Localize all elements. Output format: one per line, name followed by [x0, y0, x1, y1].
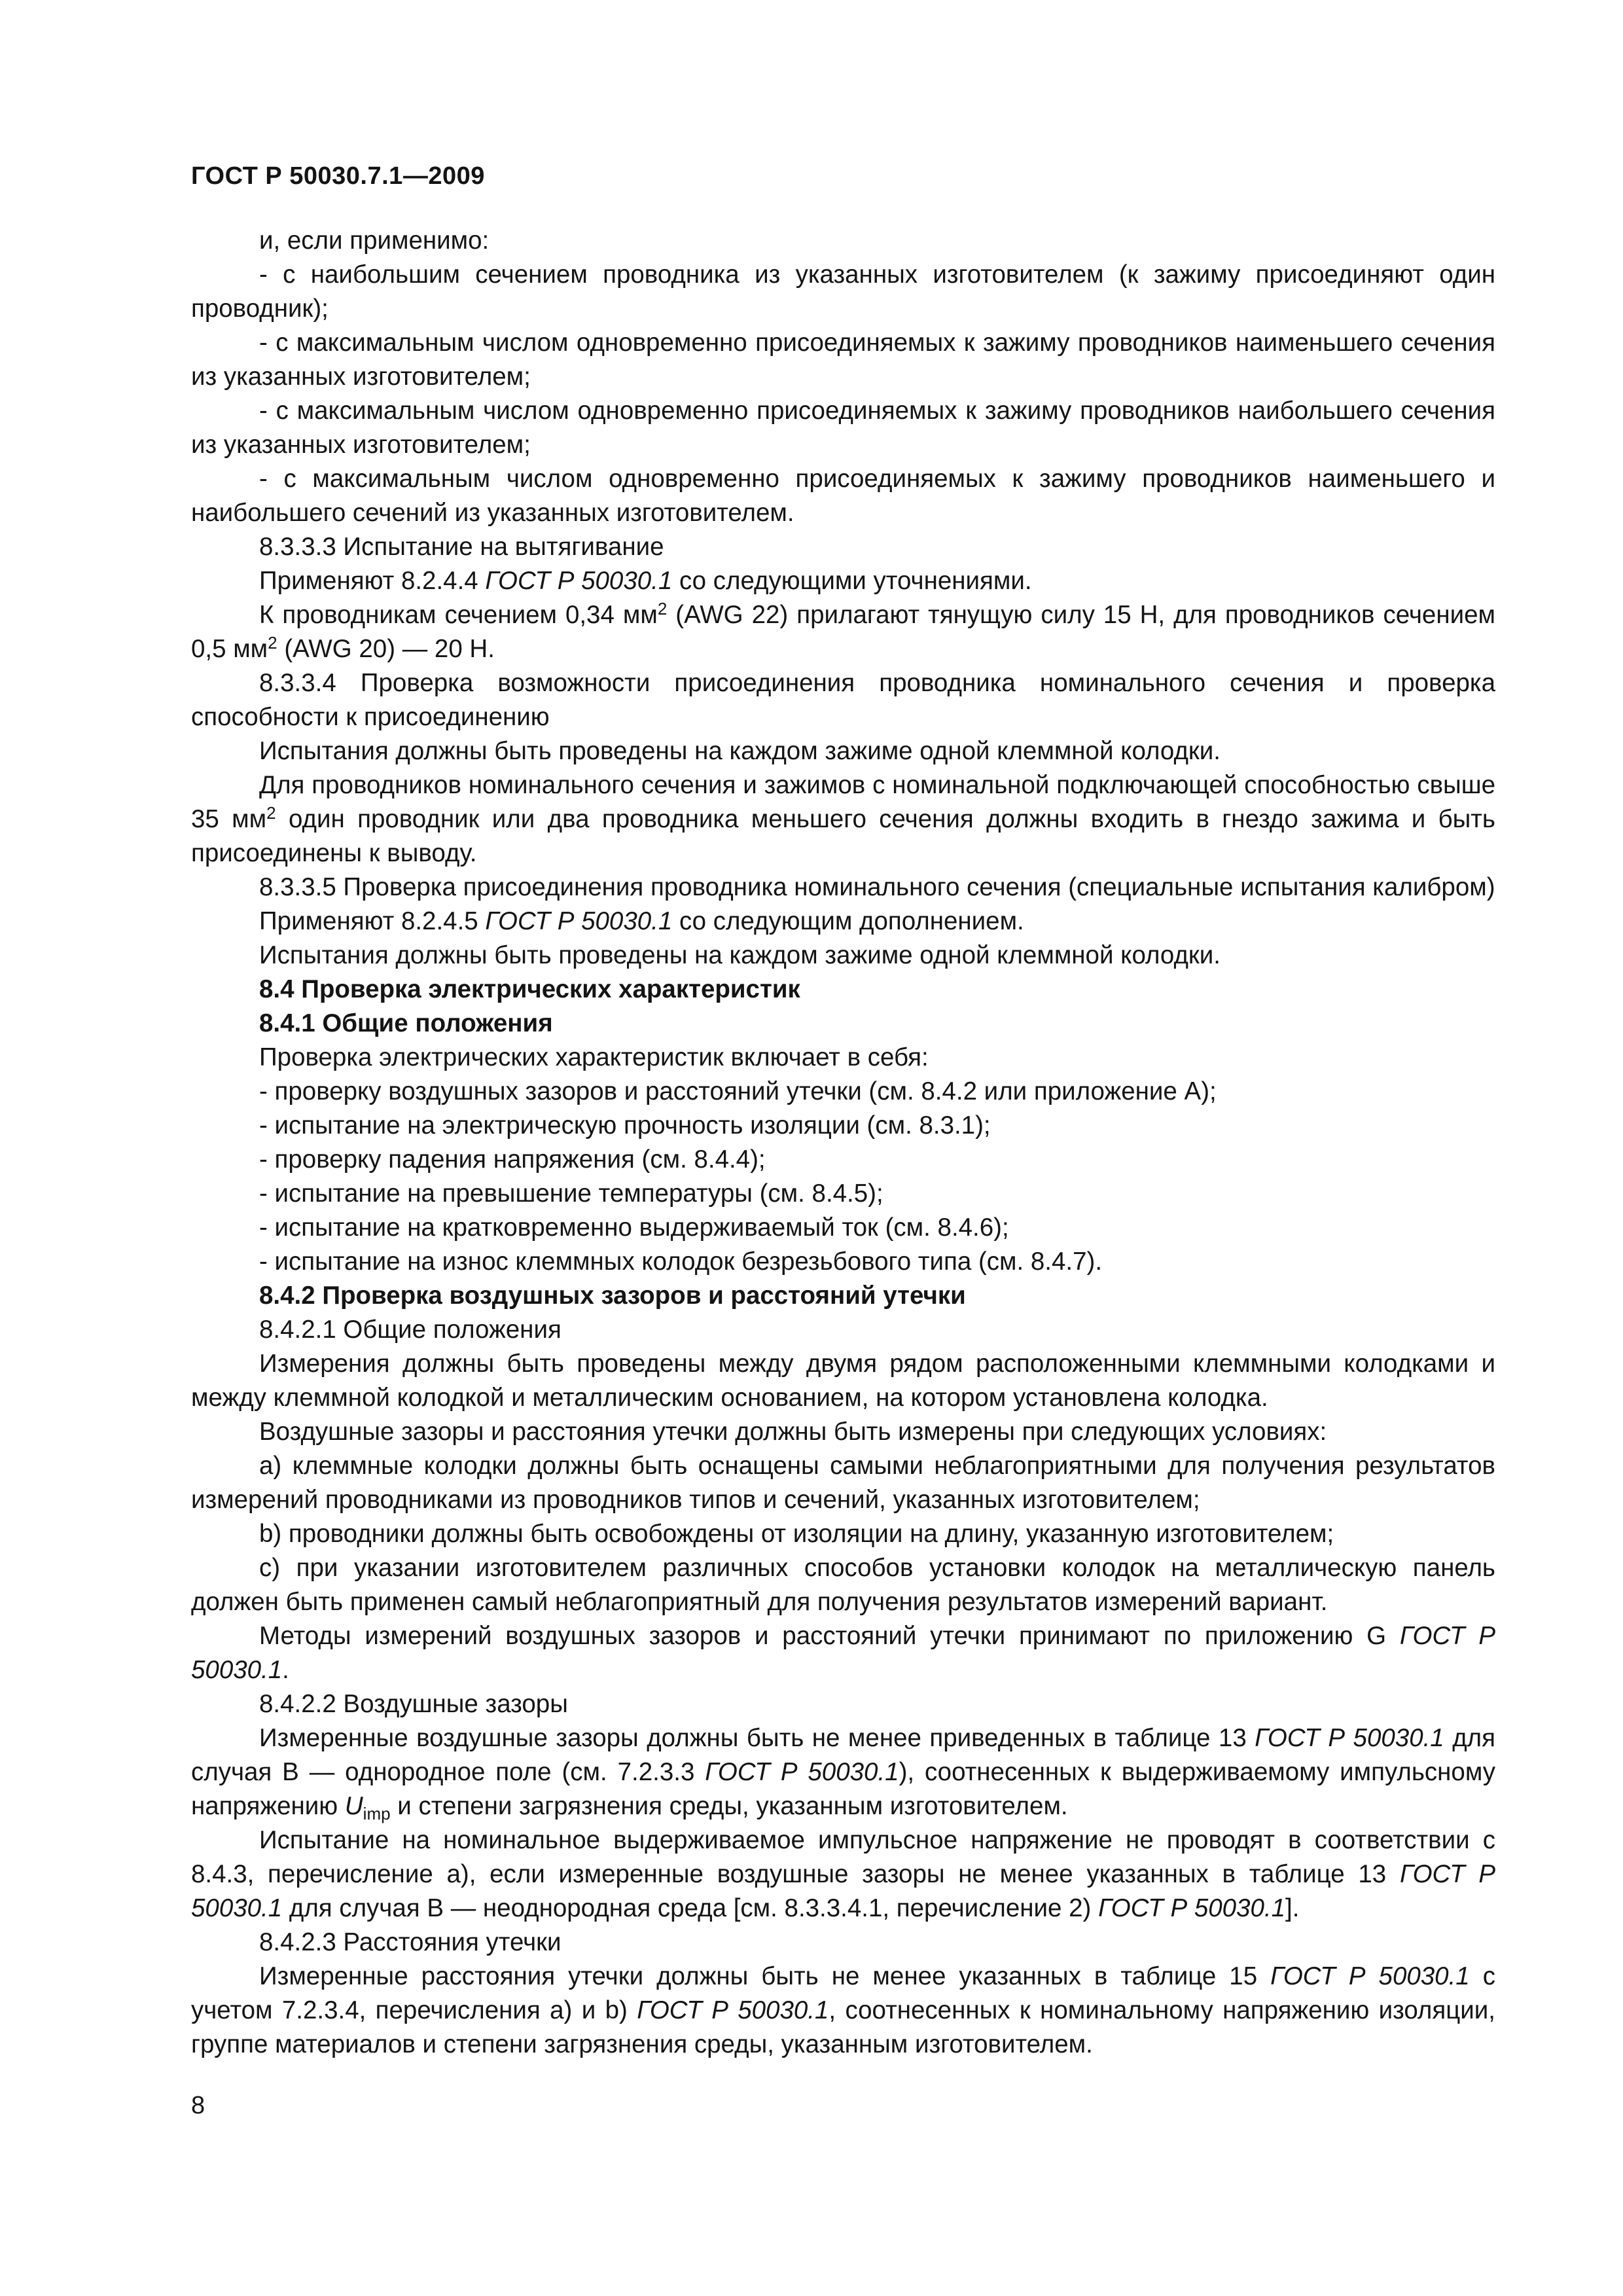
standard-reference: ГОСТ Р 50030.1 [191, 1860, 1496, 1922]
page-number: 8 [191, 2092, 205, 2119]
list-item: c) при указании изготовителем различных способов установки колодок на металлическую панель должен быть применен самый неблагоприятный для получения результатов измерений вариант. [191, 1554, 1495, 1616]
paragraph: Измеренные расстояния утечки должны быть не менее указанных в таблице 15 ГОСТ Р 50030.1 с учетом 7.2.3.4, перечисления а) и b) ГОСТ Р 50030.1, соотнесенных к номинальному напряжению изоляции, группе материалов и степени загрязнения среды, указанным изготовителем. [191, 1962, 1495, 2058]
paragraph: Измеренные воздушные зазоры должны быть не менее приведенных в таблице 13 ГОСТ Р 50030.1 для случая В — однородное поле (см. 7.2.3.3 ГОСТ Р 50030.1), соотнесенных к выдерживаемому импульсному напряжению $U_{imp}$ и степени загрязнения среды, указанным изготовителем. [191, 1724, 1495, 1823]
paragraph: К проводникам сечением 0,34 $мм^2$ (AWG 22) прилагают тянущую силу 15 Н, для проводников сечением 0,5 $мм^2$ (AWG 20) — 20 Н. [191, 599, 1495, 663]
subsection-title: 8.4.2.3 Расстояния утечки [259, 1928, 562, 1956]
standard-reference: ГОСТ Р 50030.1 [485, 567, 673, 595]
subsection-title: 8.3.3.3 Испытание на вытягивание [259, 533, 664, 561]
paragraph: Проверка электрических характеристик включает в себя: [259, 1043, 929, 1071]
subsection-title: 8.3.3.5 Проверка присоединения проводника номинального сечения (специальные испытания калибром) [259, 873, 1495, 901]
paragraph: Применяют 8.2.4.5 ГОСТ Р 50030.1 со следующим дополнением. [259, 907, 1024, 935]
list-item: b) проводники должны быть освобождены от изоляции на длину, указанную изготовителем; [259, 1520, 1334, 1548]
paragraph: Испытания должны быть проведены на каждом зажиме одной клеммной колодки. [259, 941, 1221, 969]
list-item: - с максимальным числом одновременно присоединяемых к зажиму проводников наибольшего сечения из указанных изготовителем; [191, 397, 1495, 459]
section-heading: 8.4 Проверка электрических характеристик [259, 975, 800, 1003]
paragraph: Методы измерений воздушных зазоров и расстояний утечки принимают по приложению G ГОСТ Р 50030.1. [191, 1622, 1496, 1684]
paragraph: Испытание на номинальное выдерживаемое импульсное напряжение не проводят в соответствии с 8.4.3, перечисление а), если измеренные воздушные зазоры не менее указанных в таблице 13 ГОСТ Р 50030.1 для случая В — неоднородная среда [см. 8.3.3.4.1, перечисление 2) ГОСТ Р 50030.1]. [191, 1826, 1496, 1922]
subsection-title: 8.4.2.1 Общие положения [259, 1316, 562, 1344]
standard-reference: ГОСТ Р 50030.1 [191, 1622, 1496, 1684]
standard-reference: ГОСТ Р 50030.1 [1270, 1962, 1470, 1990]
standard-reference: ГОСТ Р 50030.1 [637, 1996, 829, 2024]
paragraph: Воздушные зазоры и расстояния утечки должны быть измерены при следующих условиях: [259, 1418, 1327, 1446]
list-item: - с максимальным числом одновременно присоединяемых к зажиму проводников наименьшего сечения из указанных изготовителем; [191, 329, 1495, 391]
paragraph: Для проводников номинального сечения и зажимов с номинальной подключающей способностью свыше 35 $мм^2$ один проводник или два проводника меньшего сечения должны входить в гнездо зажима и быть присоединены к выводу. [191, 771, 1495, 867]
paragraph: Применяют 8.2.4.4 ГОСТ Р 50030.1 со следующими уточнениями. [259, 567, 1032, 595]
paragraph: и, если применимо: [259, 226, 490, 255]
list-item: - проверку воздушных зазоров и расстояний утечки (см. 8.4.2 или приложение А); [259, 1077, 1217, 1105]
standard-reference: ГОСТ Р 50030.1 [485, 907, 673, 935]
list-item: - с максимальным числом одновременно присоединяемых к зажиму проводников наименьшего и наибольшего сечений из указанных изготовителем. [191, 465, 1495, 527]
list-item: a) клеммные колодки должны быть оснащены самыми неблагоприятными для получения результатов измерений проводниками из проводников типов и сечений, указанных изготовителем; [191, 1452, 1495, 1514]
list-item: - испытание на износ клеммных колодок безрезьбового типа (см. 8.4.7). [259, 1247, 1103, 1276]
document-body [191, 224, 1495, 2062]
list-item: - испытание на превышение температуры (см. 8.4.5); [259, 1179, 883, 1208]
section-heading: 8.4.2 Проверка воздушных зазоров и расстояний утечки [259, 1282, 966, 1310]
list-item: - испытание на электрическую прочность изоляции (см. 8.3.1); [259, 1111, 991, 1139]
paragraph: Испытания должны быть проведены на каждом зажиме одной клеммной колодки. [259, 737, 1221, 765]
document-header: ГОСТ Р 50030.7.1—2009 [191, 162, 485, 190]
standard-reference: ГОСТ Р 50030.1 [705, 1758, 899, 1786]
section-heading: 8.4.1 Общие положения [259, 1009, 553, 1037]
standard-reference: ГОСТ Р 50030.1 [1098, 1894, 1285, 1922]
subsection-title: 8.4.2.2 Воздушные зазоры [259, 1690, 568, 1718]
paragraph: Измерения должны быть проведены между двумя рядом расположенными клеммными колодками и между клеммной колодкой и металлическим основанием, на котором установлена колодка. [191, 1350, 1495, 1412]
list-item: - с наибольшим сечением проводника из указанных изготовителем (к зажиму присоединяют один проводник); [191, 260, 1495, 323]
subsection-title: 8.3.3.4 Проверка возможности присоединения проводника номинального сечения и проверка способности к присоединению [191, 669, 1495, 731]
list-item: - испытание на кратковременно выдерживаемый ток (см. 8.4.6); [259, 1213, 1009, 1242]
standard-reference: ГОСТ Р 50030.1 [1255, 1724, 1444, 1752]
list-item: - проверку падения напряжения (см. 8.4.4); [259, 1145, 766, 1174]
